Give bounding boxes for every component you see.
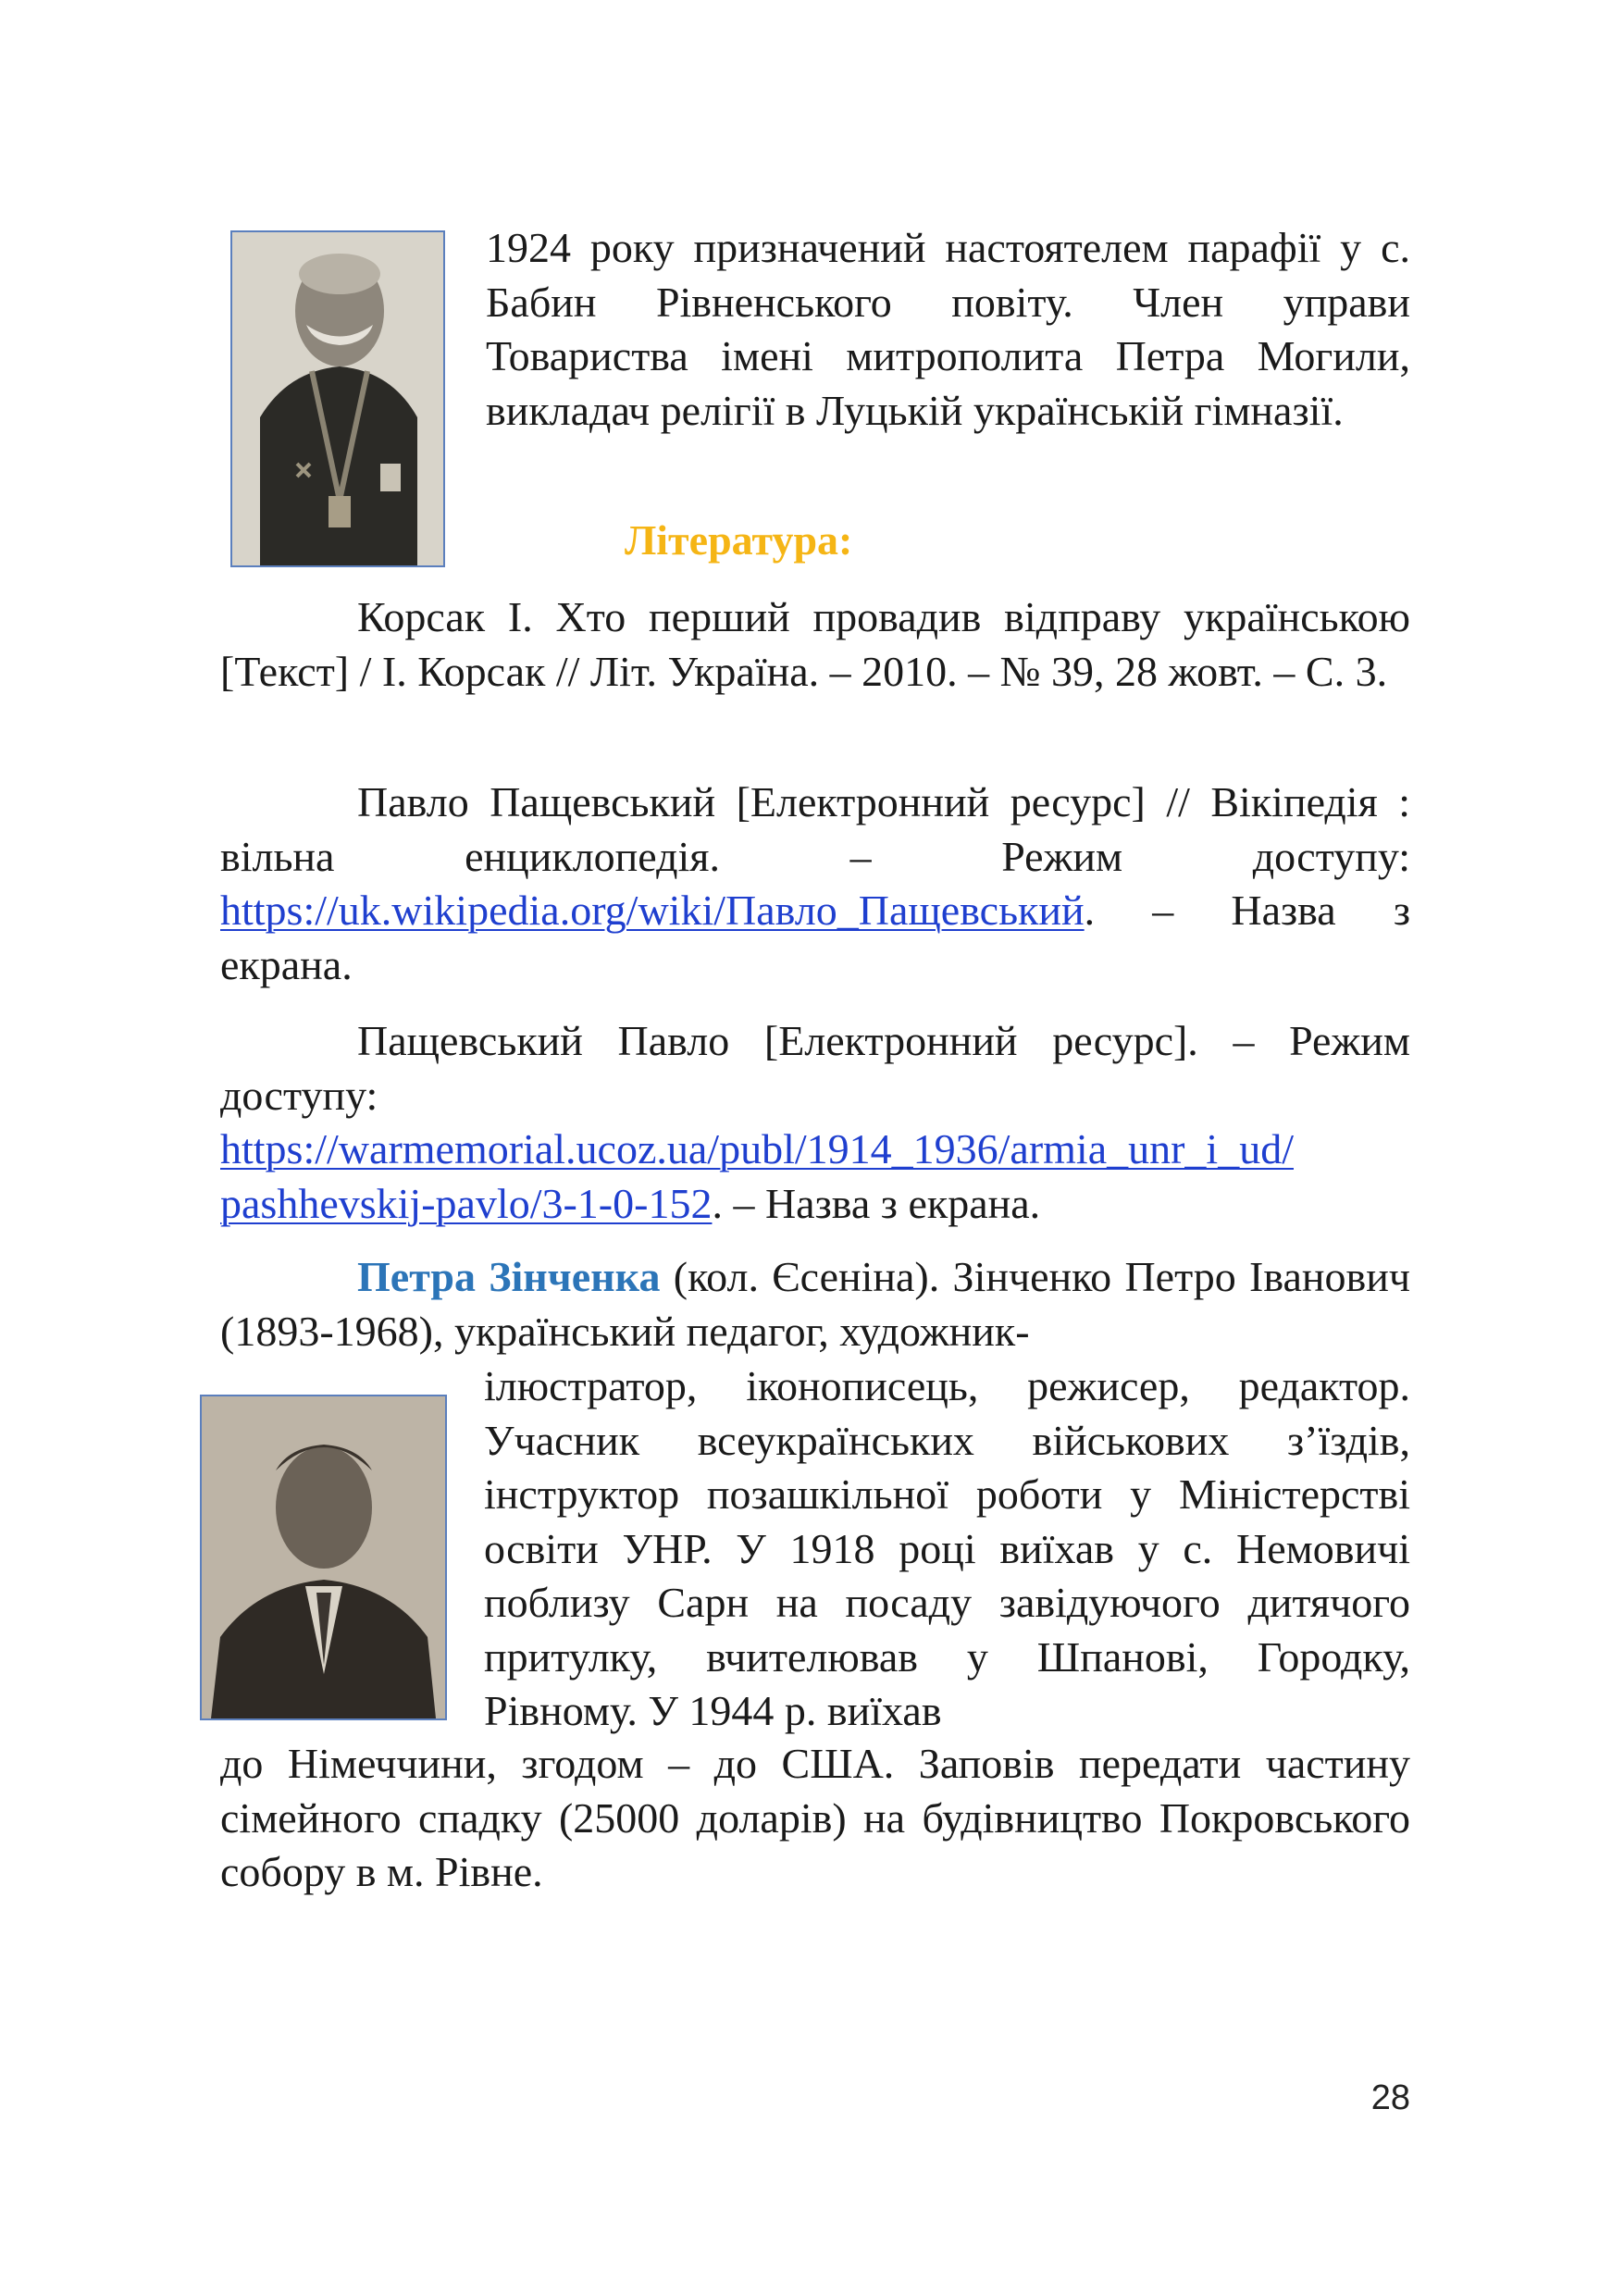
portrait-photo-icon xyxy=(200,1395,447,1720)
warmemorial-link-line2: pashhevskij-pavlo/3-1-0-152 xyxy=(220,1179,713,1227)
wikipedia-link[interactable]: https://uk.wikipedia.org/wiki/Павло_Пащевський xyxy=(220,887,1085,934)
zinchenko-biography-end: до Німеччини, згодом – до США. Заповів передати частину сімейного спадку (25000 доларів) на будівництво Покровського собору в м. Рівне. xyxy=(220,1740,1410,1895)
zinchenko-intro-text: (кол. Єсеніна). Зінченко Петро Іванович (1893-1968), український педагог, художник- xyxy=(220,1253,1410,1355)
portrait-photo-icon xyxy=(230,230,445,567)
zinchenko-intro xyxy=(220,1250,1410,1358)
intro-paragraph: 1924 року призначений настоятелем парафії у с. Бабин Рівненського повіту. Член управи Товариства імені митрополита Петра Могили, викладач релігії в Луцькій українській гімназії. xyxy=(486,224,1410,434)
reference-2 xyxy=(220,775,1410,992)
page-number: 28 xyxy=(1370,2078,1410,2117)
reference-2-text: Павло Пащевський [Електронний ресурс] // Вікіпедія : вільна енциклопедія. – Режим доступу: xyxy=(220,778,1410,880)
reference-1: Корсак І. Хто перший провадив відправу українською [Текст] / І. Корсак // Літ. Україна. – 2010. – № 39, 28 жовт. – С. 3. xyxy=(220,593,1410,695)
person-name: Петра Зінченка xyxy=(357,1253,661,1300)
warmemorial-link-line1: https://warmemorial.ucoz.ua/publ/1914_1936/armia_unr_i_ud/ xyxy=(220,1125,1294,1172)
reference-2-suffix: . – Назва з екрана. xyxy=(220,887,1410,988)
zinchenko-biography: ілюстратор, іконописець, режисер, редактор. Учасник всеукраїнських військових з’їздів, інструктор позашкільної роботи у Міністерстві освіти УНР. У 1918 році виїхав у с. Немовичі поблизу Сарн на посаду завідуючого дитячого притулку, вчителював у Шпанові, Городку, Рівному. У 1944 р. виїхав xyxy=(484,1362,1410,1734)
reference-3-suffix: . – Назва з екрана. xyxy=(712,1179,1041,1227)
reference-3-text: Пащевський Павло [Електронний ресурс]. – Режим доступу: xyxy=(220,1017,1410,1119)
reference-3 xyxy=(220,1014,1410,1231)
literature-heading: Література: xyxy=(625,516,853,564)
